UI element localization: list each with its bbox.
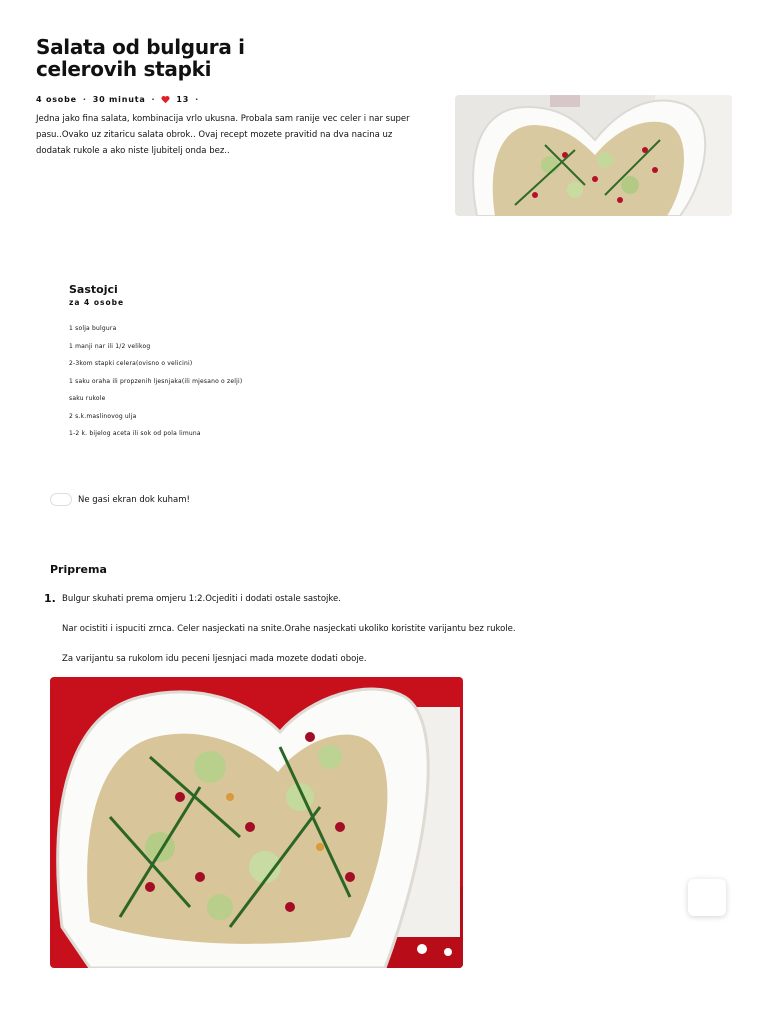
separator-dot: · bbox=[195, 95, 199, 104]
step-text: Nar ocistiti i ispuciti zrnca. Celer nasjeckati na snite.Orahe nasjeckati ukoliko koristite varijantu bez rukole. bbox=[62, 624, 516, 634]
step-number: 1. bbox=[44, 592, 56, 605]
ingredient-item: 1 saku oraha ili propzenih ljesnjaka(ili mjesano o zelji) bbox=[69, 377, 243, 385]
ingredients-servings: za 4 osobe bbox=[69, 298, 125, 307]
keep-screen-on-toggle[interactable] bbox=[50, 493, 72, 506]
ingredient-item: 1 solja bulgura bbox=[69, 325, 117, 332]
time-text: 30 minuta bbox=[92, 95, 146, 104]
ingredient-item: 1-2 k. bijelog aceta ili sok od pola limuna bbox=[69, 430, 201, 437]
separator-dot: · bbox=[82, 95, 87, 104]
floating-action-button[interactable] bbox=[688, 879, 726, 916]
step-text: Bulgur skuhati prema omjeru 1:2.Ocjediti i dodati ostale sastojke. bbox=[62, 594, 341, 604]
recipe-title: Salata od bulgura i celerovih stapki bbox=[36, 35, 245, 81]
ingredients-title: Sastojci bbox=[69, 283, 118, 296]
ingredient-item: 1 manji nar ili 1/2 velikog bbox=[69, 342, 151, 350]
ingredient-item: 2 s.k.maslinovog ulja bbox=[69, 412, 137, 420]
separator-dot: · bbox=[151, 95, 156, 104]
ingredient-item: saku rukole bbox=[69, 395, 106, 402]
hero-photo bbox=[455, 95, 732, 216]
keep-screen-on-label: Ne gasi ekran dok kuham! bbox=[78, 494, 190, 505]
keep-screen-on-row bbox=[50, 493, 190, 506]
recipe-meta bbox=[36, 95, 199, 104]
ingredients-list bbox=[69, 320, 242, 443]
ingredient-item: 2-3kom stapki celera(ovisno o velicini) bbox=[69, 360, 193, 367]
likes-count[interactable]: 13 bbox=[176, 95, 190, 104]
recipe-description: Jedna jako fina salata, kombinacija vrlo ukusna. Probala sam ranije vec celer i nar super pasu..Ovako uz zitaricu salata obrok.. Ovaj recept mozete pravitid na dva nacina uz dodatak rukole a ako niste ljubitelj onda bez.. bbox=[36, 114, 410, 156]
heart-icon[interactable] bbox=[161, 95, 170, 104]
step-text: Za varijantu sa rukolom idu peceni ljesnjaci mada mozete dodati oboje. bbox=[62, 654, 367, 664]
step-photo bbox=[50, 677, 463, 968]
preparation-title: Priprema bbox=[50, 563, 107, 576]
servings-text: 4 osobe bbox=[36, 95, 77, 104]
